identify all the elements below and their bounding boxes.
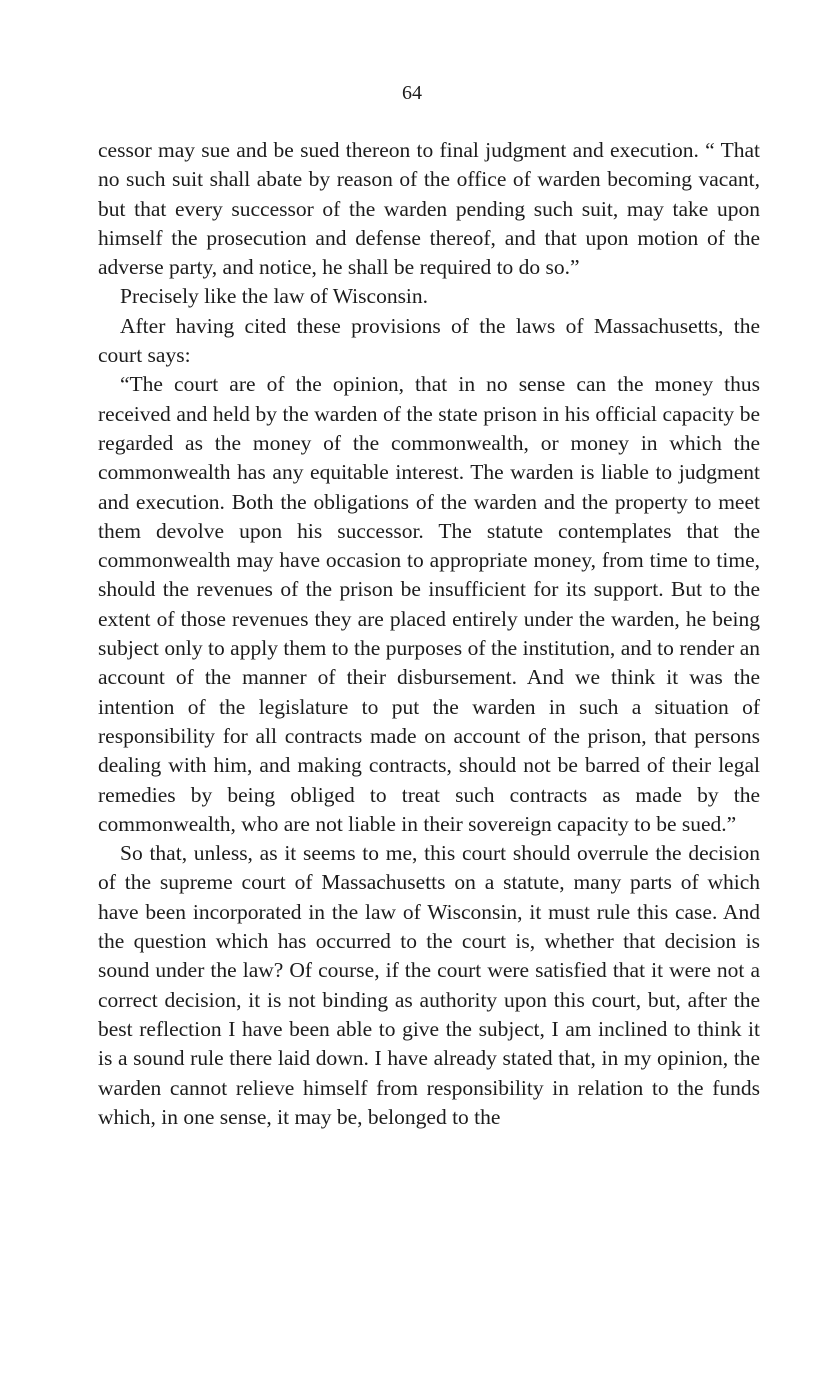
paragraph-continuation: cessor may sue and be sued thereon to final judgment and execution. “ That no such suit shall abate by reason of the office of warden becoming vacant, but that every successor of the warden pending such suit, may take upon himself the prosecution and defense thereof, and that upon motion of the adverse party, and notice, he shall be required to do so.” <box>98 138 760 280</box>
paragraph-conclusion: So that, unless, as it seems to me, this court should overrule the decision of the supreme court of Massachusetts on a statute, many parts of which have been incorporated in the law of Wisconsin, it must rule this case. And the question which has occurred to the court is, whether that decision is sound under the law? Of course, if the court were satisfied that it were not a correct decision, it is not binding as authority upon this court, but, after the best reflection I have been able to give the subject, I am inclined to think it is a sound rule there laid down. I have already stated that, in my opinion, the warden cannot relieve himself from responsibility in relation to the funds which, in one sense, it may be, belonged to the <box>98 841 760 1129</box>
paragraph-court-quote: “The court are of the opinion, that in no sense can the money thus received and held by the warden of the state prison in his official capacity be regarded as the money of the commonwealth, or money in which the commonwealth has any equitable interest. The warden is liable to judgment and execution. Both the obligations of the warden and the property to meet them devolve upon his successor. The statute contemplates that the commonwealth may have occasion to appropriate money, from time to time, should the revenues of the prison be insufficient for its support. But to the extent of those revenues they are placed entirely under the warden, he being subject only to apply them to the purposes of the institution, and to render an account of the manner of their disbursement. And we think it was the intention of the legislature to put the warden in such a situation of responsibility for all contracts made on account of the prison, that persons dealing with him, and making contracts, should not be barred of their legal remedies by being obliged to treat such contracts as made by the commonwealth, who are not liable in their sovereign capacity to be sued.” <box>98 372 760 836</box>
body-text <box>98 136 760 1132</box>
page-number: 64 <box>402 82 422 104</box>
paragraph-court-intro: After having cited these provisions of the laws of Massachusetts, the court says: <box>98 313 760 368</box>
paragraph-wisconsin-remark: Precisely like the law of Wisconsin. <box>120 284 429 309</box>
